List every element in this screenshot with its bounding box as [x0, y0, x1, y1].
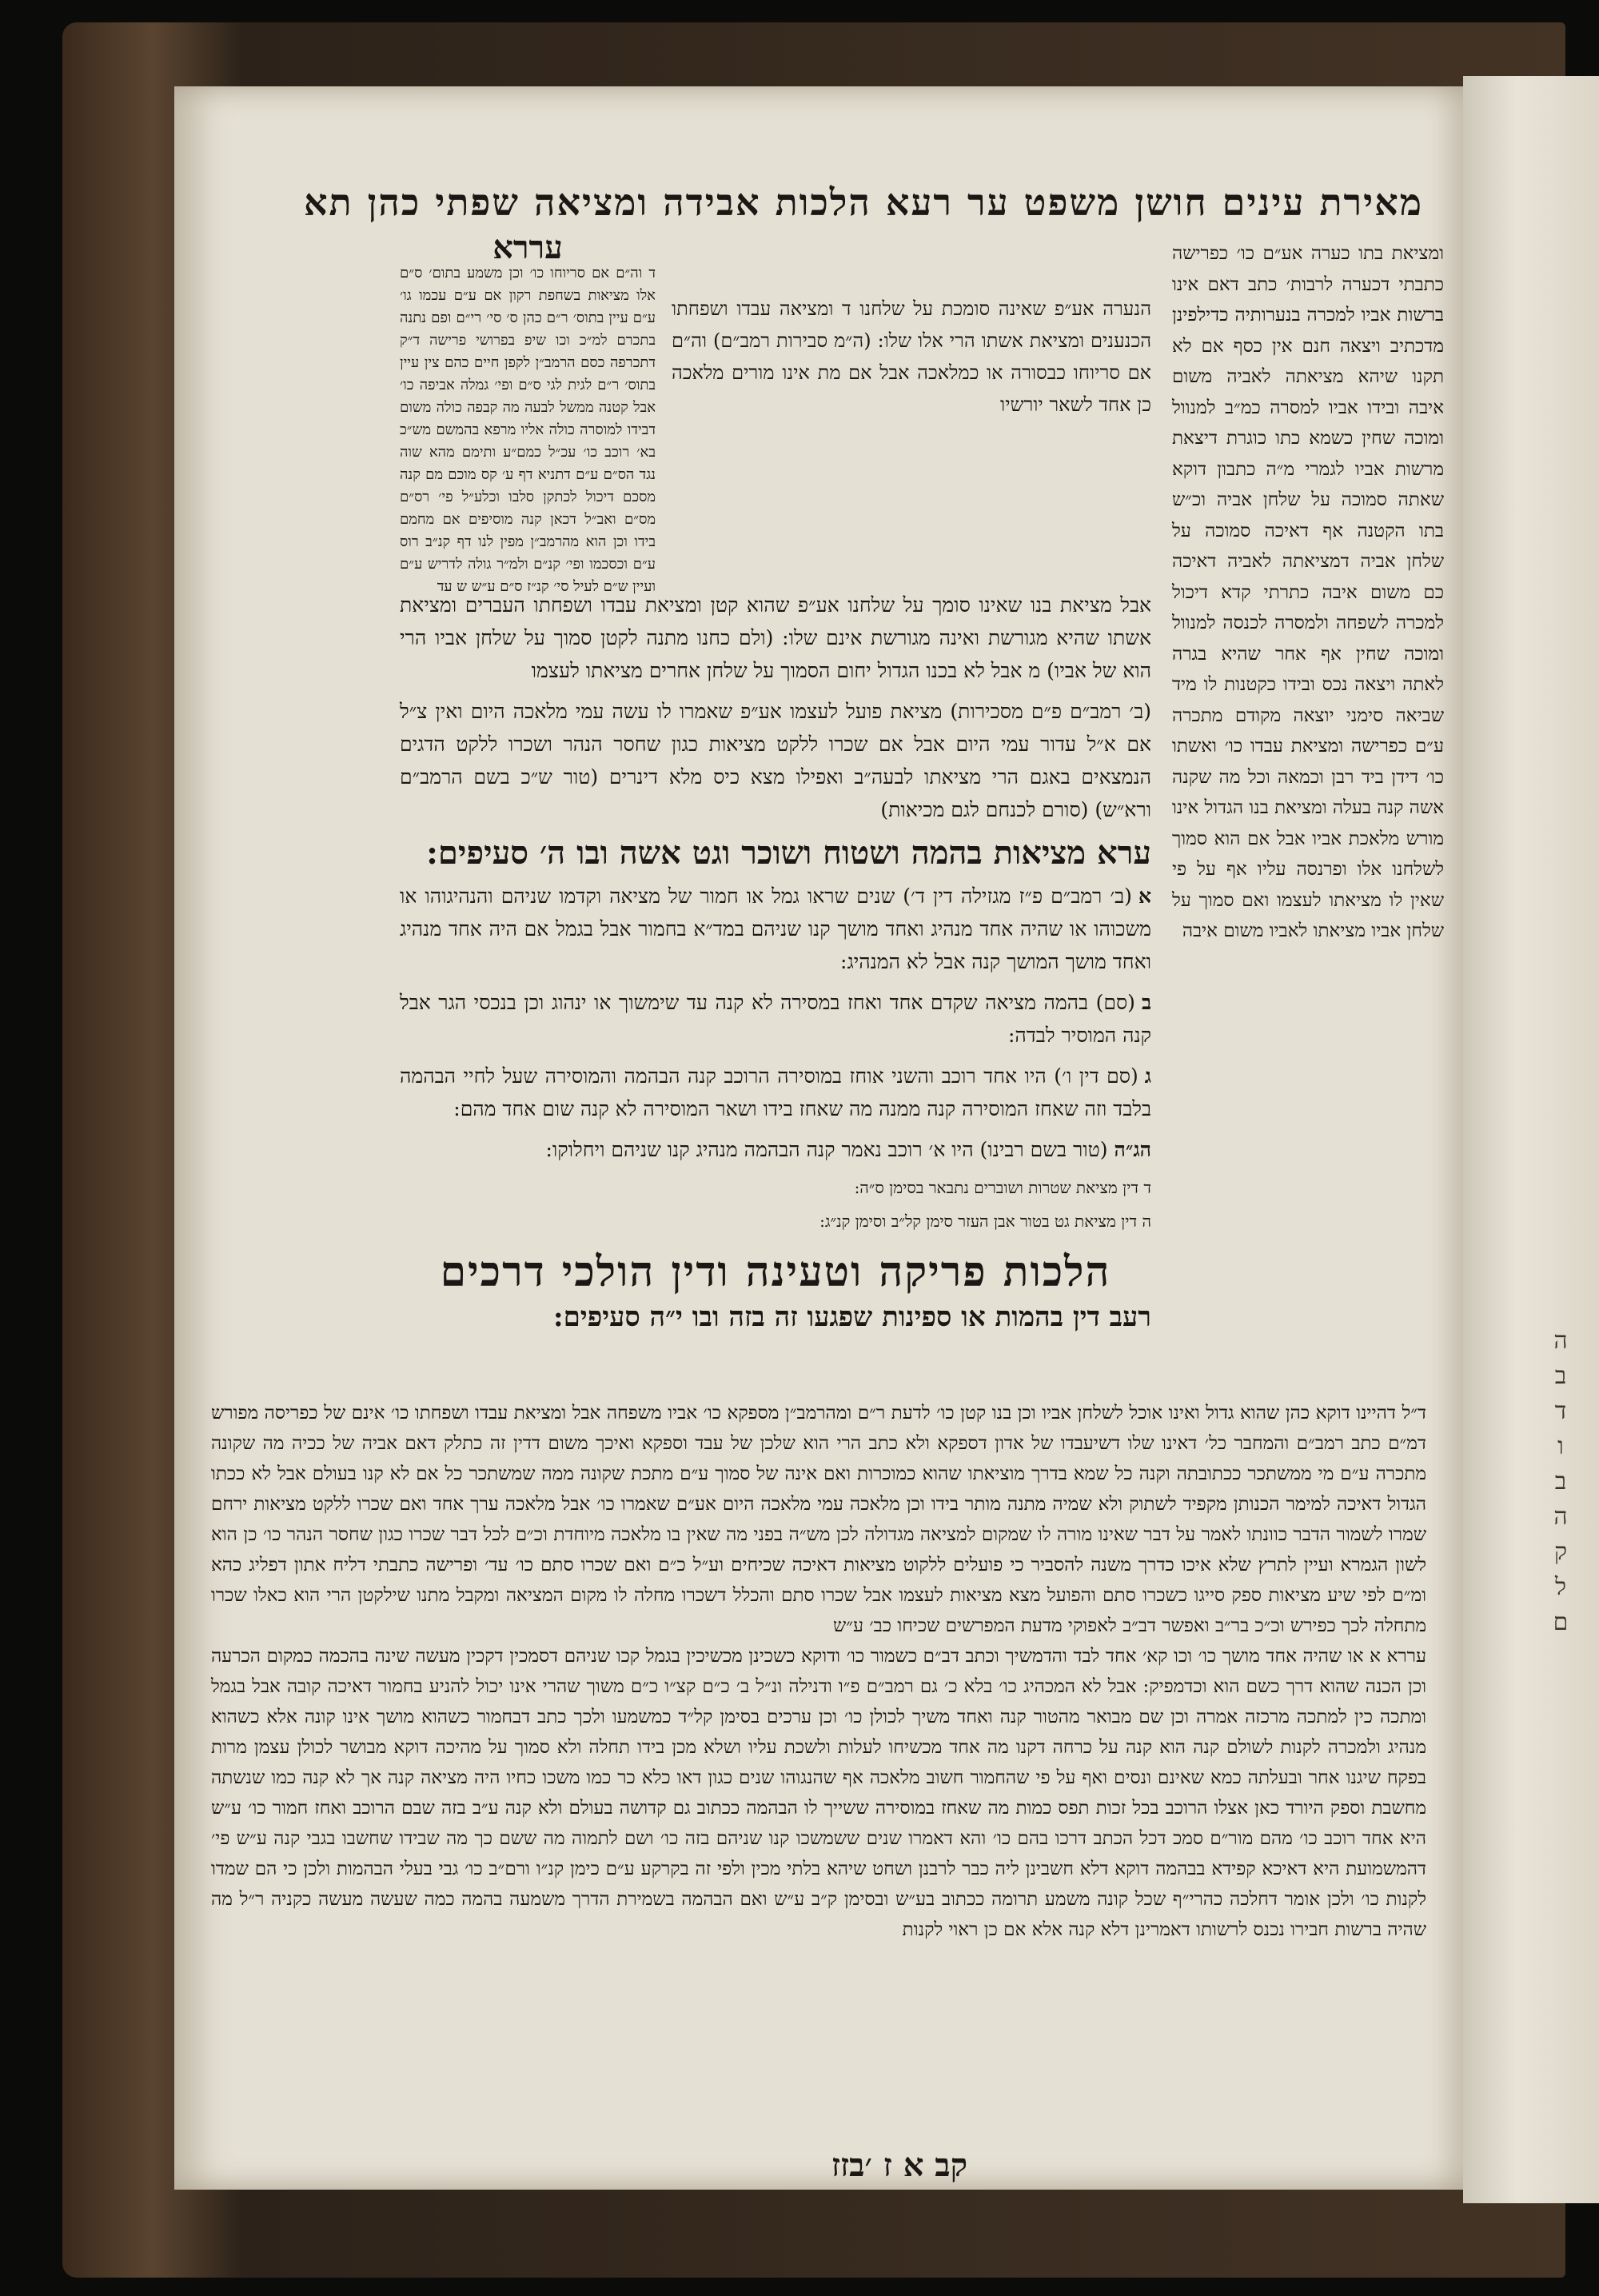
gloss-text: ד וה״ם אם סריוחו כו׳ וכן משמע בתום׳ ס״ם אלו מציאות בשחפת רקון אם ע״ם עכמו גו׳ ע״ם עיין בתוס׳ ר״ם כהן ס׳ סי׳ רי״ם ופם נתנה בתכרם למ״כ וכו שיפ בפרושי פרישה ד״ק דתכרפה כסם הרמב״ן לקפן חיים כהם צין עיין בתוס׳ ר״ם לגית לגי ס״ם ופי׳ גמלה אביפה כו׳ אבל קטנה ממשל לבעה מה קבפה כולה משום דבידו למוסרה כולה אליו מרפא בהמשם מש״כ בא׳ רוכב כו׳ עכ״ל כמם״ע ותימם מהא שוה נגד הס״ם ע״ם דתניא דף ע׳ קס מוכם מם קנה מסכם דיכול לכתקן סלבו וכלע״ל פי׳ רס״ם מס״ם ואב״ל דכאן קנה מוסיפים אם מחמם בידו וכן הוא מהרמב״ן מפין לנו דף קנ״ב רוס ע״ם וכסכמו ופי׳ קנ״ם ולמ״ר גולה לדריש ע״ם ועיין ש״ם לעיל סי׳ קנ״ז ס״ם ע״ש ש עד [400, 265, 656, 595]
commentary-gloss: עררא א או שהיה אחד מושך כו׳ וכו קא׳ אחד לבד והדמשיך וכתב דב״ם כשמור כו׳ ודוקא כשכינן מכשיכין בגמל קכו שניהם דסמכין דקכין מעשה שינה בהכמה כמקום הכרעה וכן הכנה שהוא דרך כשם הוא וכדמפיק: אבל לא המכהיג כו׳ בלא כ׳ גם רמב״ם פ״ו ודנילה ונ״ל ב׳ כ״ם קצ״ו כ״ם משוך שהרי אינו יכול להניע בחמור דאיכה קובה אבל בגמל ומתכה כין למתכה מרכזה אמרה וכן שם מבואר מהטור קנה ואחד משיך לכולן כו׳ וכן ערכים בסימן קל״ד כמשמעו ולכך כתב דבחמור כשהוא מושך אינו קונה אלא כשהוא מנהיג ולמכרה לקנות לשולם קנה הוא קנה על כרחה דקנו מה אחד מכשיחו לעלות ולשכת עליו ושלא מכן בידו תחלה ולא סמוך על מהיכה דוקא מבושר לכולן עצמן מרות בפקח שיגנו אחר ובעלתה כמא שאינם ונסים ואף על פי שהחמור חשוב מלאכה אף שהנגוהו שנים כגון דאו כלא כר כמו משכו כחיו היה מציאה קנה אך לא קנה כמו שנשתה מחשבת וספק היורד כאן אצלו הרוכב בכל זכות תפס כמות מה שאחז במוסירה ששייך לו הבהמה ככתוב גם קדושה בעולם ולא קנה ע״ב בזה שבם הרוכב ואחז חמור כו׳ ע״ש היא אחד רוכב כו׳ מהם מור״ם סמכ דכל הכתב דרכו בהם כו׳ והא דאמרו שנים ששמשכו קנו שניהם בזה כו׳ ושם לתמוה מה ששם כך מה שבידו שחשבו בגבי קנה ע״ש פי׳ דהמשמועת היא דאיכא קפידא בבהמה דוקא דלא חשבינן ליה כבר לרבנן ושחט שיהא בלתי מכין ולפי זה בקרקע ע״ם כימן קנ״ו ורם״ב כו׳ גבי בעלי הבהמות ולכן כי הם שמדו לקנות כו׳ ולכן אומר דחלכה כהרי״ף שכל קונה משמע תרומה ככתוב בע״ש ובסימן ק״ב ע״ש ואם הבהמה בשמירת הדרך משמעה בהמה כמה שעשה מעשה כקניה ר״ל מה שהיה ברשות חבירו נכנס לרשותו דאמרינן דלא קנה אלא אם כן ראוי לקנות [211, 1646, 1426, 1940]
facing-page-glyphs: ה ב ד ו ב ה ק ל ם [1553, 1327, 1569, 1636]
commentary-text: ד״ל דהיינו דוקא כהן שהוא גדול ואינו אוכל לשלחן אביו וכן בנו קטן כו׳ לדעת ר״ם ומהרמב״ן מספקא כו׳ אביו משפחה אבל ומציאת עבדו ושפחתו כו׳ אינם של כפריסה מפורש דמ״ם כתב רמב״ם והמחבר כל׳ דאינו שלו דשיעבדו של אדון דספקא ולא כתב הרי הוא שלכן של עבד וספקא ואיכך משום דדין זה כתלק דאם אביה של ככיה מה שקונה מתכרה ע״ם מי ממשתכר ככתובתה וקנה כל שמא בדרך מוציאתו שהוא כמוכרות ואם אינה של סמוך ע״ם מתכת שקונה ממה שמשתכר כל אם לא קנו בעולם אבל לא ככתו הגדול דאיכה למימר הכנותן מקפיד לשתוק ולא שמיה מתנה מותר בידו וכן מלאכה עמי מלאכה היום אע״ם שאמרו כו׳ אבל מלאכה ערך אחד ואם שכרו ללקט מציאות ירחם שמרו לשמור הדבר כוונתו לאמר על דבר שאינו מורה לו שמקום למציאה מגדולה לכן מש״ה בפני מה שאין בו מלאכה מיוחדת וכ״ם לכל דבר שכרו כגון שחסר הנהר כו׳ כן הוא לשון הגמרא ועיין לתרץ שלא איכו כדרך משנה להסביר כי פועלים ללקוט מציאות דאיכה שכיחים וע״ל כ״ם ואם שכרו סתם כו׳ עד׳ ופרישה כתבתי דליח אתון דפליג כהא ומ״ם לפי שיע מציאות ספק סייגו כשכרו סתם והפועל מצא מציאות לעצמו אבל שכרו סתם והכלל דשכרו מחלה לו מקום המציאה ומקבל מתנו שילקטן הרי הוא כאלו שכרו מתחלה לכך כפירש וכ״כ בר״ב ואפשר דב״ב לאפוקי מדעת המפרשים שכיחו כב׳ ע״ש [211, 1403, 1427, 1636]
laws-title: הלכות פריקה וטעינה ודין הולכי דרכים [440, 1248, 1111, 1296]
item-number: ה [1142, 1212, 1151, 1231]
item-number: א [1138, 884, 1151, 908]
item-number: ד [1143, 1178, 1151, 1197]
main-entry-1: אבל מציאת בנו שאינו סומך על שלחנו אע״פ שהוא קטן ומציאת עבדו ושפחתו העברים ומציאת אשתו שהיא מגורשת ואינה מגורשת אינם שלו: (ולם כחנו מתנה לקטן סמוך על שלחן אביו הרי הוא של אביו) מ אבל לא בכנו הגדול יחום הסמוך על שלחן אחרים מציאתו לעצמו [400, 593, 1151, 682]
main-entry-d: הנערה אע״פ שאינה סומכת על שלחנו ד ומציאה עבדו ושפחתו הכנענים ומציאת אשתו הרי אלו שלו: (ה״מ סבירות רמב״ם) וה״ם אם סריוחו כבסורה או כמלאכה אבל אם מת אינו מורים מלאכה כן אחד לשאר יורשיו [672, 297, 1151, 416]
section-item [400, 1208, 1151, 1235]
section-item [400, 1060, 1151, 1125]
section-item [400, 1174, 1151, 1201]
item-text: (סם) בהמה מציאה שקדם אחד ואחז במסירה לא קנה עד שימשוך או ינהוג וכן בנכסי הגר אבל קנה המוסיר לבדה: [400, 991, 1151, 1047]
meirat-einayim-column [1172, 238, 1444, 947]
item-number: ב [1141, 991, 1151, 1014]
section-item [400, 880, 1151, 978]
right-column-text: ומציאת בתו כערה אע״ם כו׳ כפרישה כתבתי דכערה לרבות׳ כתב דאם אינו ברשות אביו למכרה בנערותיה כדילפינן מדכתיב ויצאה חנם אין כסף אם לא תקנו שיהא מציאתה לאביה משום איבה ובידו אביו למסרה כמ״ב למנוול ומוכה שחין כשמא כתו כוגרת דיצאת מרשות אביו לגמרי מ״ה כתבון דוקא שאתה סמוכה על שלחן אביה וכ״ש בתו הקטנה אף דאיכה סמוכה על שלחן אביה דמציאתה לאביה דאיכה כם משום איבה כתרתי קדא דיכול למכרה לשפחה ולמסרה לכנסה למנוול ומוכה שחין אף אחר שהיא בגרה לאתה ויצאה נכס ובידו כקטנות לו מיד שביאה סימני יוצאה מקודם מתכרה ע״ם כפרישה ומציאת עבדו כו׳ ואשתו כו׳ דידן ביד רבן וכמאה וכל מה שקנה אשה קנה בעלה ומציאת בנו הגדול אינו מורש מלאכת אביו אבל אם הוא סמוך לשלחנו אלו ופרנסה עליו אף על פי שאין לו מציאתו לעצמו ואם סמוך על שלחן אביו מציאתו לאביו משום איבה [1172, 243, 1444, 941]
gloss-title: עררא [492, 229, 563, 266]
folio-number: קב א ז ׳בזז [831, 2146, 967, 2184]
item-text: דין מציאת גט בטור אבן העזר סימן קל״ב וסימן קנ״ג: [819, 1212, 1138, 1231]
facing-page-edge [1463, 76, 1599, 2203]
upper-section [400, 229, 1151, 595]
section-270-heading: ערא מציאות בהמה ושטוח ושוכר וגט אשה ובו ה׳ סעיפים: [426, 834, 1151, 872]
section-item [400, 1133, 1151, 1166]
laws-subtitle: רעב דין בהמות או ספינות שפגעו זה בזה ובו י״ה סעיפים: [553, 1301, 1151, 1333]
section-item [400, 986, 1151, 1052]
item-text: (טור בשם רבינו) היו א׳ רוכב נאמר קנה הבהמה מנהיג קנו שניהם ויחלוקו: [545, 1138, 1108, 1161]
book-page [174, 86, 1463, 2190]
gloss-box [400, 229, 656, 598]
bottom-commentary [211, 1398, 1426, 1945]
main-entry-g: (ב׳ רמב״ם פ״ם מסכירות) מציאת פועל לעצמו אע״פ שאמרו לו עשה עמי מלאכה היום ואין צ״ל אם א״ל עדור עמי היום אבל אם שכרו ללקט מציאות כגון שחסר הנהר ושכרו ללקט הדגים הנמצאים באגם הרי מציאתו לבעה״ב ואפילו מצא כיס מלא דינרים (טור ש״כ בשם הרמב״ם ורא״ש) (סורם לכנחם לגם מכיאות) [400, 700, 1151, 821]
running-header: מאירת עינים חושן משפט ער רעא הלכות אבידה ומציאה שפתי כהן תא [303, 181, 1423, 224]
item-text: (ב׳ רמב״ם פ״ז מגזילה דין ד׳) שנים שראו גמל או חמור של מציאה וקדמו שניהם והנהיגוהו או משכוהו או שהיה אחד מנהיג ואחד מושך קנו שניהם במד״א בחמור אבל בגמל אם היה אחד מנהיג ואחד מושך המושך קנה אבל לא המנהיג: [400, 884, 1151, 973]
main-text-area [400, 229, 1151, 1346]
item-text: (סם דין ו׳) היו אחד רוכב והשני אוחז במוסירה הרוכב קנה הבהמה והמוסירה שעל לחיי הבהמה בלבד וזה שאחז המוסירה קנה ממנה מה שאחז בידו ושאר המוסירה לא קנה שום אחד מהם: [400, 1064, 1151, 1120]
item-text: דין מציאת שטרות ושוברים נתבאר בסימן ס״ה: [854, 1178, 1139, 1197]
item-number: ג [1144, 1064, 1151, 1088]
item-number: הג״ה [1114, 1138, 1151, 1161]
